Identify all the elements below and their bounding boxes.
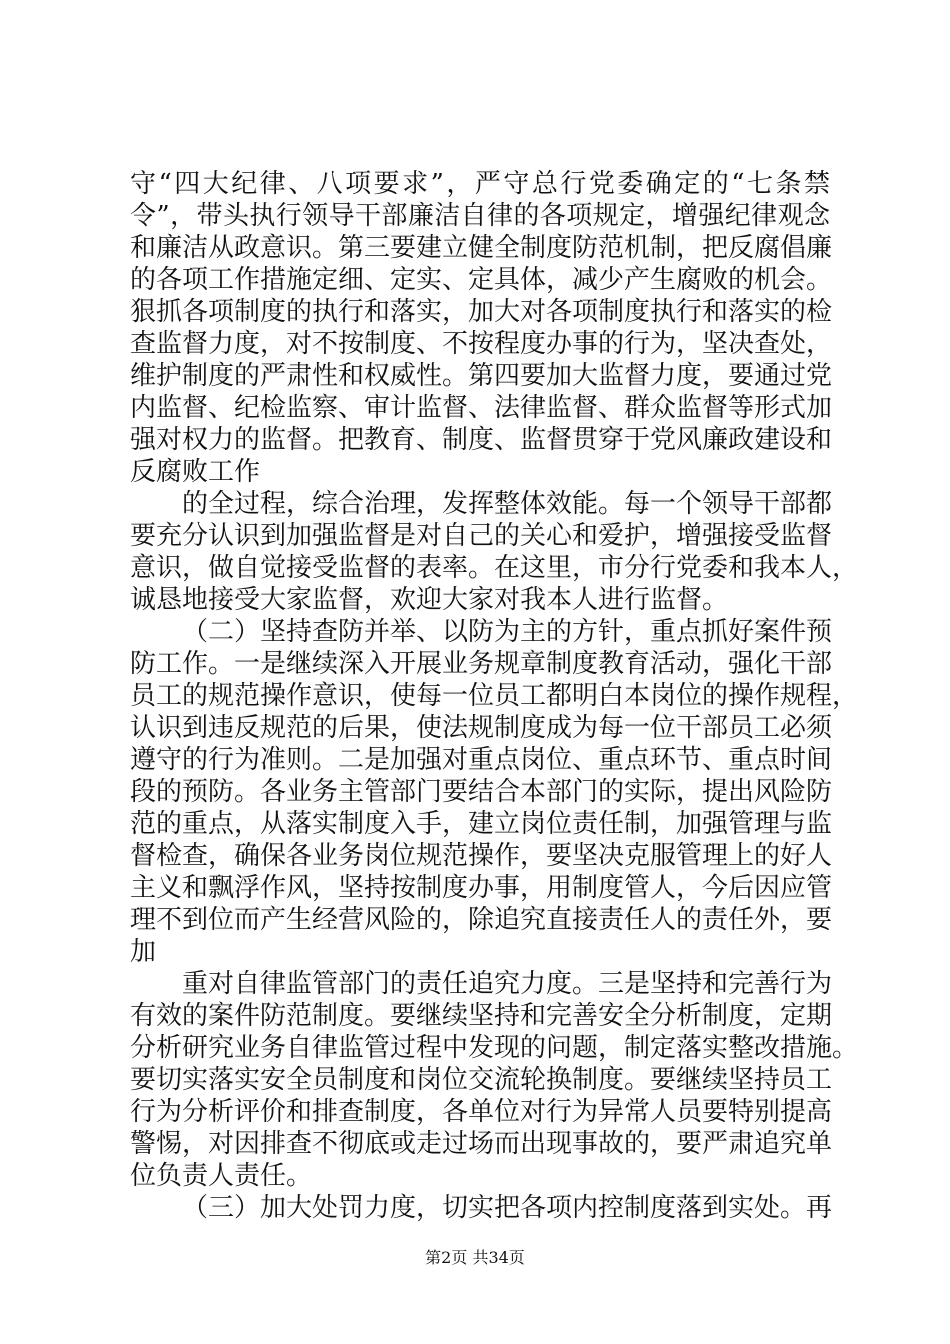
text-line: 意识，做自觉接受监督的表率。在这里，市分行党委和我本人， xyxy=(130,553,859,583)
text-line: 范的重点，从落实制度入手，建立岗位责任制，加强管理与监 xyxy=(130,809,833,839)
text-line: 认识到违反规范的后果，使法规制度成为每一位干部员工必须 xyxy=(130,713,833,743)
section-heading-line: （二）坚持查防并举、以防为主的方针，重点抓好案件预 xyxy=(182,617,833,647)
text-line: 要充分认识到加强监督是对自己的关心和爱护，增强接受监督 xyxy=(130,521,833,551)
section-heading-line: （三）加大处罚力度，切实把各项内控制度落到实处。再 xyxy=(182,1193,833,1223)
text-line: 维护制度的严肃性和权威性。第四要加大监督力度，要通过党 xyxy=(130,361,833,391)
text-line: 有效的案件防范制度。要继续坚持和完善安全分析制度，定期 xyxy=(130,1001,833,1031)
text-line: 查监督力度，对不按制度、不按程度办事的行为，坚决查处， xyxy=(130,329,833,359)
text-line: 行为分析评价和排查制度，各单位对行为异常人员要特别提高 xyxy=(130,1097,833,1127)
text-line: 防工作。一是继续深入开展业务规章制度教育活动，强化干部 xyxy=(130,649,833,679)
text-line: 理不到位而产生经营风险的，除追究直接责任人的责任外，要 xyxy=(130,905,833,935)
text-line: 员工的规范操作意识，使每一位员工都明白本岗位的操作规程， xyxy=(130,681,859,711)
text-line: 主义和飘浮作风，坚持按制度办事，用制度管人，今后因应管 xyxy=(130,873,833,903)
text-line: 反腐败工作 xyxy=(130,457,261,487)
text-line: 遵守的行为准则。二是加强对重点岗位、重点环节、重点时间 xyxy=(130,745,833,775)
page-footer: 第2页 共34页 xyxy=(425,1248,525,1267)
text-line: 诚恳地接受大家监督，欢迎大家对我本人进行监督。 xyxy=(130,585,729,615)
text-line: 守“四大纪律、八项要求”，严守总行党委确定的“七条禁 xyxy=(130,169,830,199)
text-line: 强对权力的监督。把教育、制度、监督贯穿于党风廉政建设和 xyxy=(130,425,833,455)
text-line: 和廉洁从政意识。第三要建立健全制度防范机制，把反腐倡廉 xyxy=(130,233,833,263)
paragraph-start-line: 重对自律监管部门的责任追究力度。三是坚持和完善行为 xyxy=(182,969,833,999)
text-line: 令”，带头执行领导干部廉洁自律的各项规定，增强纪律观念 xyxy=(130,201,830,231)
text-line: 督检查，确保各业务岗位规范操作，要坚决克服管理上的好人 xyxy=(130,841,833,871)
text-line: 分析研究业务自律监管过程中发现的问题，制定落实整改措施。 xyxy=(130,1033,859,1063)
text-line: 位负责人责任。 xyxy=(130,1161,313,1191)
text-line: 警惕，对因排查不彻底或走过场而出现事故的，要严肃追究单 xyxy=(130,1129,833,1159)
text-line: 狠抓各项制度的执行和落实，加大对各项制度执行和落实的检 xyxy=(130,297,833,327)
text-line: 要切实落实安全员制度和岗位交流轮换制度。要继续坚持员工 xyxy=(130,1065,833,1095)
text-line: 段的预防。各业务主管部门要结合本部门的实际，提出风险防 xyxy=(130,777,833,807)
document-body xyxy=(130,168,859,1224)
text-line: 加 xyxy=(130,937,157,967)
text-line: 的各项工作措施定细、定实、定具体，减少产生腐败的机会。 xyxy=(130,265,833,295)
text-line: 内监督、纪检监察、审计监督、法律监督、群众监督等形式加 xyxy=(130,393,833,423)
paragraph-start-line: 的全过程，综合治理，发挥整体效能。每一个领导干部都 xyxy=(182,489,833,519)
